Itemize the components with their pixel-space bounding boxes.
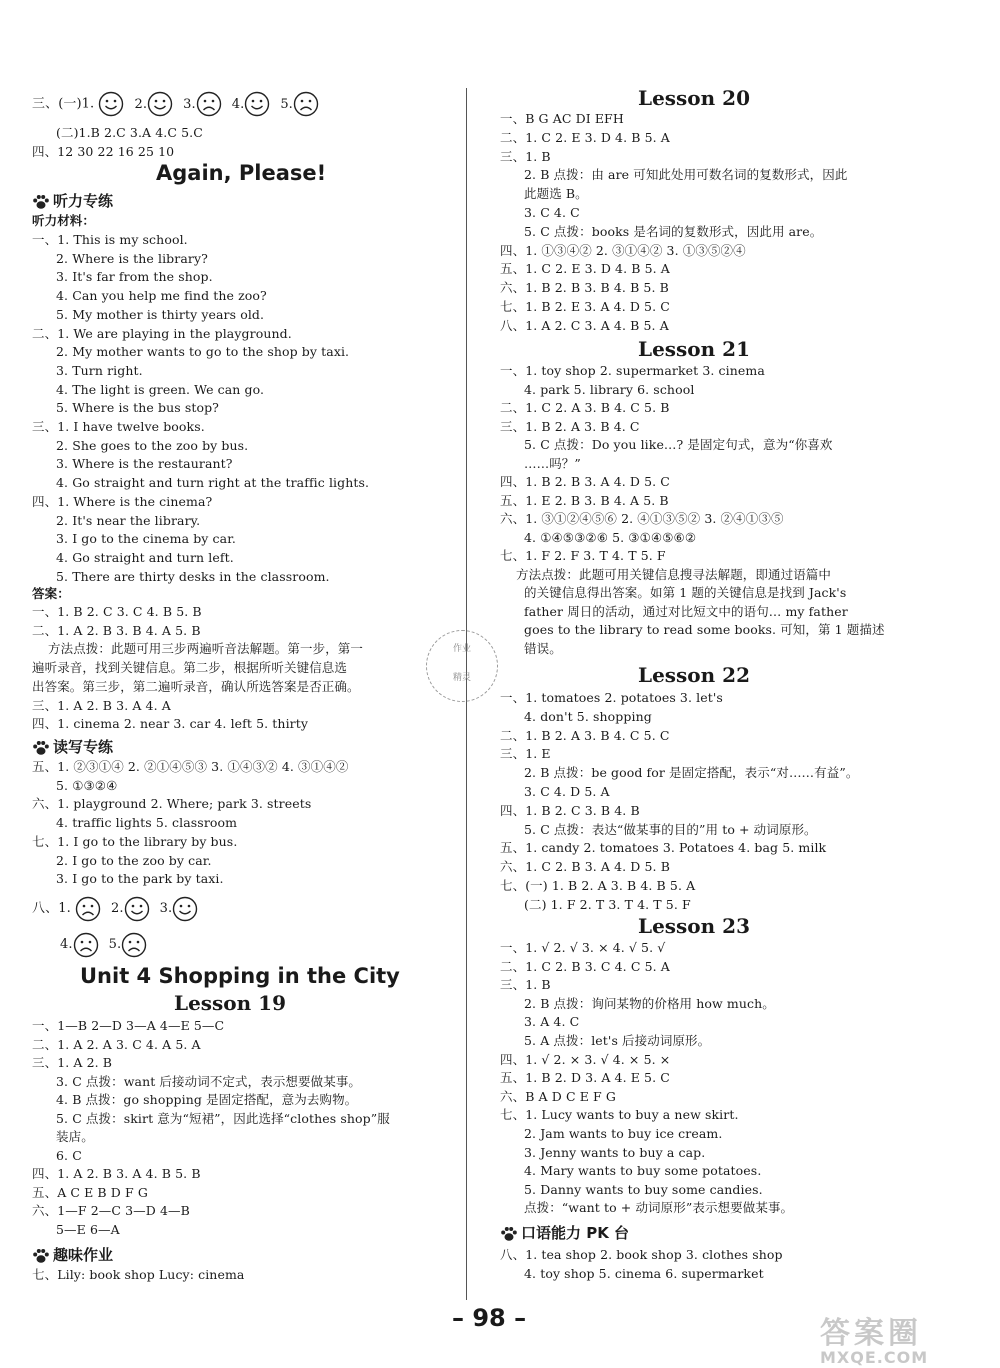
- watermark-logo: [820, 1308, 990, 1367]
- text-line: 3. I go to the park by taxi.: [56, 871, 224, 887]
- lesson19-title: Lesson 19: [174, 991, 286, 1015]
- text-line: ……吗？”: [524, 455, 581, 471]
- sad-face-icon: [196, 91, 222, 117]
- text-line: 2. Where is the library?: [56, 250, 208, 266]
- fun-section-label: 趣味作业: [53, 1246, 114, 1264]
- text-line: 4. Go straight and turn left.: [56, 549, 234, 565]
- text-line: 一、1. toy shop 2. supermarket 3. cinema: [500, 363, 765, 378]
- text-line: 四、1. B 2. C 3. B 4. B: [500, 802, 640, 818]
- text-line: 的关键信息得出答案。如第 1 题的关键信息是找到 Jack's: [524, 585, 847, 600]
- listen-section-heading: [32, 190, 113, 211]
- text-line: 4. toy shop 5. cinema 6. supermarket: [524, 1266, 764, 1281]
- text-line: 遍听录音，找到关键信息。第二步，根据所听关键信息选: [32, 660, 348, 676]
- text-line: 4. The light is green. We can go.: [56, 381, 265, 397]
- sad-face-icon: [121, 932, 147, 958]
- text-line: 四、1. cinema 2. near 3. car 4. left 5. thirty: [32, 716, 309, 732]
- q8-faces-row1: [32, 895, 198, 923]
- text-line: 六、1. ③①②④⑤⑥ 2. ④①③⑤② 3. ②④①③⑤: [500, 511, 784, 526]
- text-line: 一、1. tomatoes 2. potatoes 3. let's: [500, 690, 723, 705]
- text-line: 八、1. A 2. C 3. A 4. B 5. A: [500, 317, 669, 333]
- text-line: 三、1. I have twelve books.: [32, 419, 205, 434]
- oral-section-label: 口语能力 PK 台: [521, 1224, 630, 1242]
- watermark-small: MXQE.COM: [820, 1348, 929, 1367]
- text-line: 3. I go to the cinema by car.: [56, 531, 236, 547]
- text-line: 5. C 点拨：表达“做某事的目的”用 to + 动词原形。: [524, 821, 817, 837]
- text-line: 七、1. Lucy wants to buy a new skirt.: [500, 1107, 739, 1123]
- text-line: 二、1. C 2. B 3. C 4. C 5. A: [500, 958, 670, 974]
- paw-icon: [32, 194, 50, 210]
- text-line: 七、1. I go to the library by bus.: [32, 833, 238, 849]
- text-line: 错误。: [524, 640, 562, 656]
- text-line: 3. A 4. C: [524, 1014, 580, 1030]
- text-line: 2. B 点拨：由 are 可知此处用可数名词的复数形式，因此: [524, 167, 848, 183]
- face-number: 2.: [134, 96, 148, 112]
- text-line: 2. B 点拨：be good for 是固定搭配，表示“对……有益”。: [524, 765, 859, 781]
- rw-section-label: 读写专练: [53, 738, 114, 756]
- face-number: 5.: [108, 937, 122, 952]
- text-line: 一、B G AC DI EFH: [500, 111, 624, 126]
- text-line: 4. park 5. library 6. school: [524, 381, 695, 397]
- text-line: 4. B 点拨：go shopping 是固定搭配，意为去购物。: [56, 1092, 358, 1107]
- text-line: 2. She goes to the zoo by bus.: [56, 437, 249, 453]
- stamp-line1: 作业: [452, 644, 471, 654]
- happy-face-icon: [244, 91, 270, 117]
- text-line: 三、1. B: [500, 977, 551, 993]
- text-line: 八、1. tea shop 2. book shop 3. clothes shop: [500, 1247, 783, 1262]
- lesson22-title: Lesson 22: [638, 663, 750, 687]
- q3-faces-row: [32, 91, 319, 118]
- text-line: 3. It's far from the shop.: [56, 269, 213, 285]
- text-line: 5. There are thirty desks in the classroom.: [56, 568, 330, 584]
- text-line: goes to the library to read some books. 可知，第 1 题描述: [524, 622, 885, 637]
- text-line: 五、1. C 2. E 3. D 4. B 5. A: [500, 261, 670, 277]
- text-line: 六、B A D C E F G: [500, 1088, 616, 1104]
- text-line: 七、1. F 2. F 3. T 4. T 5. F: [500, 548, 666, 563]
- sad-face-icon: [75, 896, 101, 922]
- face-number: 5.: [280, 96, 293, 112]
- text-line: 4. traffic lights 5. classroom: [56, 815, 238, 831]
- text-line: 2. My mother wants to go to the shop by taxi.: [56, 344, 350, 360]
- fun-line: 七、Lily: book shop Lucy: cinema: [32, 1267, 245, 1282]
- fun-section-heading: [32, 1244, 113, 1265]
- unit-title: Unit 4 Shopping in the City: [80, 964, 400, 988]
- paw-icon: [32, 740, 50, 756]
- text-line: 5. C 点拨：books 是名词的复数形式，因此用 are。: [524, 223, 823, 239]
- text-line: 五、A C E B D F G: [32, 1184, 148, 1200]
- happy-face-icon: [147, 91, 173, 117]
- q8-prefix: 八、1.: [32, 901, 71, 916]
- text-line: 六、1. C 2. B 3. A 4. D 5. B: [500, 859, 670, 875]
- text-line: 3. C 4. D 5. A: [524, 784, 610, 799]
- listen-material-label: 听力材料：: [32, 213, 96, 228]
- text-line: 三、1. A 2. B 3. A 4. A: [32, 697, 171, 713]
- lesson23-title: Lesson 23: [638, 914, 750, 938]
- face-number: 4.: [231, 96, 245, 112]
- text-line: 5. A 点拨：let's 后接动词原形。: [524, 1033, 711, 1048]
- text-line: 五、1. candy 2. tomatoes 3. Potatoes 4. bag 5. milk: [500, 840, 827, 856]
- lesson21-title: Lesson 21: [638, 337, 750, 361]
- lesson20-title: Lesson 20: [638, 86, 750, 110]
- text-line: 方法点拨：此题可用关键信息搜寻法解题，即通过语篇中: [516, 566, 832, 582]
- text-line: 4. ①④⑤③②⑥ 5. ③①④⑤⑥②: [524, 529, 697, 545]
- text-line: 4. don't 5. shopping: [524, 708, 652, 724]
- oral-section-heading: [500, 1222, 629, 1243]
- text-line: 四、1. √ 2. × 3. √ 4. × 5. ×: [500, 1051, 671, 1067]
- sad-face-icon: [73, 932, 99, 958]
- homework-stamp: [426, 630, 498, 702]
- text-line: 2. Jam wants to buy ice cream.: [524, 1126, 723, 1141]
- text-line: 装店。: [56, 1129, 94, 1144]
- text-line: 七、(一) 1. B 2. A 3. B 4. B 5. A: [500, 878, 696, 893]
- text-line: 七、1. B 2. E 3. A 4. D 5. C: [500, 299, 670, 314]
- text-line: 2. B 点拨：询问某物的价格用 how much。: [524, 995, 775, 1011]
- text-line: 5—E 6—A: [56, 1221, 120, 1237]
- text-line: 四、1. A 2. B 3. A 4. B 5. B: [32, 1166, 201, 1181]
- text-line: 6. C: [56, 1147, 82, 1163]
- text-line: father 周日的活动，通过对比短文中的语句… my father: [524, 603, 848, 619]
- text-line: 二、1. We are playing in the playground.: [32, 325, 292, 341]
- q4-line: 四、12 30 22 16 25 10: [32, 144, 175, 159]
- text-line: 5. My mother is thirty years old.: [56, 306, 265, 322]
- text-line: 一、1. B 2. C 3. C 4. B 5. B: [32, 604, 202, 619]
- paw-icon: [500, 1226, 518, 1242]
- text-line: 5. ①③②④: [56, 777, 118, 793]
- text-line: 四、1. Where is the cinema?: [32, 493, 213, 509]
- text-line: 二、1. C 2. E 3. D 4. B 5. A: [500, 129, 670, 145]
- text-line: 5. Where is the bus stop?: [56, 400, 219, 416]
- face-number: 4.: [60, 937, 73, 952]
- text-line: 2. I go to the zoo by car.: [56, 852, 212, 868]
- paw-icon: [32, 1248, 50, 1264]
- text-line: 六、1. B 2. B 3. B 4. B 5. B: [500, 280, 669, 296]
- q8-faces-row2: [60, 931, 147, 959]
- text-line: 点拨：“want to + 动词原形”表示想要做某事。: [524, 1200, 794, 1216]
- text-line: 四、1. B 2. B 3. A 4. D 5. C: [500, 474, 670, 489]
- text-line: 3. Turn right.: [56, 362, 143, 378]
- text-line: 方法点拨：此题可用三步两遍听音法解题。第一步，第一: [48, 641, 364, 657]
- text-line: 五、1. B 2. D 3. A 4. E 5. C: [500, 1070, 670, 1086]
- text-line: 出答案。第三步，第二遍听录音，确认所选答案是否正确。: [32, 678, 360, 694]
- text-line: 二、1. A 2. B 3. B 4. A 5. B: [32, 622, 201, 638]
- text-line: 二、1. A 2. A 3. C 4. A 5. A: [32, 1036, 201, 1052]
- text-line: 三、1. A 2. B: [32, 1055, 113, 1070]
- text-line: 四、1. ①③④② 2. ③①④② 3. ①③⑤②④: [500, 242, 746, 258]
- face-number: 2.: [111, 901, 124, 916]
- text-line: 五、1. E 2. B 3. B 4. A 5. B: [500, 492, 669, 508]
- text-line: 3. Where is the restaurant?: [56, 456, 233, 472]
- q3-prefix: 三、(一)1.: [32, 96, 95, 112]
- q8-faces-1: [75, 901, 198, 916]
- text-line: 五、1. ②③①④ 2. ②①④⑤③ 3. ①④③② 4. ③①④②: [32, 759, 349, 774]
- text-line: 5. Danny wants to buy some candies.: [524, 1181, 763, 1197]
- text-line: 3. Jenny wants to buy a cap.: [524, 1144, 706, 1160]
- text-line: 5. C 点拨：skirt 意为“短裙”，因此选择“clothes shop”服: [56, 1110, 390, 1126]
- text-line: (二) 1. F 2. T 3. T 4. T 5. F: [524, 896, 691, 912]
- text-line: 3. C 点拨：want 后接动词不定式，表示想要做某事。: [56, 1073, 362, 1089]
- text-line: 一、1—B 2—D 3—A 4—E 5—C: [32, 1018, 225, 1033]
- happy-face-icon: [124, 896, 150, 922]
- q3-faces: [98, 97, 318, 112]
- text-line: 5. C 点拨：Do you like…? 是固定句式，意为“你喜欢: [524, 437, 833, 452]
- text-line: 六、1—F 2—C 3—D 4—B: [32, 1203, 190, 1218]
- text-line: 2. It's near the library.: [56, 512, 201, 528]
- text-line: 三、1. E: [500, 746, 551, 762]
- happy-face-icon: [98, 91, 124, 117]
- listen-section-label: 听力专练: [53, 192, 114, 210]
- happy-face-icon: [172, 896, 198, 922]
- text-line: 一、1. This is my school.: [32, 232, 188, 247]
- text-line: 4. Mary wants to buy some potatoes.: [524, 1163, 762, 1179]
- text-line: 二、1. B 2. A 3. B 4. C 5. C: [500, 727, 670, 743]
- q3-part2: (二)1.B 2.C 3.A 4.C 5.C: [56, 125, 203, 140]
- text-line: 一、1. √ 2. √ 3. × 4. √ 5. √: [500, 940, 666, 955]
- text-line: 此题选 B。: [524, 186, 588, 202]
- q8-faces-2: [60, 937, 147, 952]
- page-number: – 98 –: [452, 1304, 527, 1332]
- watermark-big: 答案圈: [820, 1316, 922, 1351]
- text-line: 六、1. playground 2. Where; park 3. streets: [32, 796, 312, 812]
- text-line: 二、1. C 2. A 3. B 4. C 5. B: [500, 400, 670, 415]
- text-line: 4. Go straight and turn right at the traffic lights.: [56, 475, 370, 491]
- face-number: 3.: [183, 96, 196, 112]
- sad-face-icon: [293, 91, 319, 117]
- face-number: 3.: [159, 901, 173, 916]
- rw-section-heading: [32, 736, 113, 757]
- stamp-line2: 精灵: [452, 673, 471, 683]
- text-line: 3. C 4. C: [524, 205, 580, 220]
- text-line: 4. Can you help me find the zoo?: [56, 288, 267, 304]
- again-title: Again, Please!: [156, 161, 327, 185]
- text-line: 三、1. B 2. A 3. B 4. C: [500, 418, 640, 434]
- text-line: 三、1. B: [500, 148, 551, 164]
- answers-label: 答案：: [32, 586, 70, 601]
